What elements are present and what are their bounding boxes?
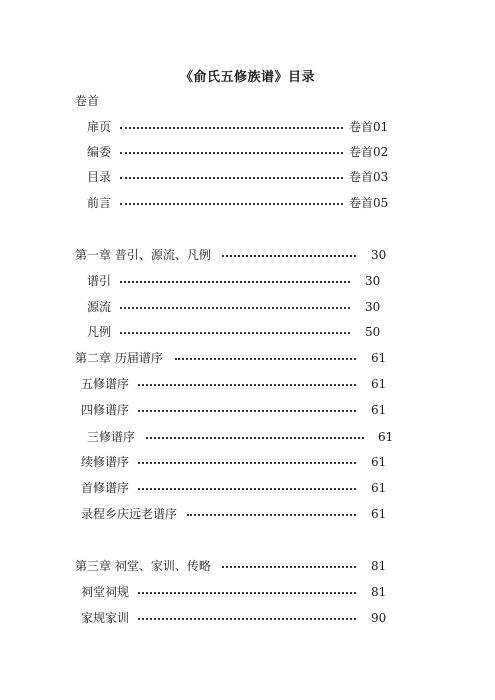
toc-entry-label: 第一章 普引、源流、凡例: [75, 248, 211, 262]
toc-entry[interactable]: [0, 505, 495, 523]
toc-entry-label: 三修谱序: [87, 430, 136, 444]
toc-entry[interactable]: [0, 609, 495, 627]
toc-entry-page: 61: [371, 403, 387, 417]
toc-entry[interactable]: [0, 557, 495, 575]
toc-entry-page: 61: [371, 481, 387, 495]
document-title: 《俞氏五修族谱》目录: [179, 70, 315, 85]
dot-leader: [175, 358, 356, 360]
dot-leader: [120, 177, 343, 179]
section-heading: 卷首: [75, 94, 100, 108]
dot-leader: [138, 488, 356, 490]
toc-entry-page: 61: [378, 430, 394, 444]
toc-entry-label: 录程乡庆远老谱序: [81, 507, 178, 521]
toc-entry[interactable]: [0, 349, 495, 367]
dot-leader: [222, 255, 356, 257]
toc-entry-page: 卷首03: [349, 170, 389, 184]
toc-entry-label: 第三章 祠堂、家训、传略: [75, 559, 211, 573]
toc-entry-label: 编委: [87, 145, 112, 159]
toc-entry-label: 首修谱序: [81, 481, 130, 495]
toc-entry[interactable]: [0, 168, 495, 186]
dot-leader: [138, 384, 356, 386]
toc-entry-page: 61: [371, 455, 387, 469]
dot-leader: [120, 281, 350, 283]
toc-entry[interactable]: [0, 428, 495, 446]
toc-entry-label: 四修谱序: [81, 403, 130, 417]
toc-entry[interactable]: [0, 298, 495, 316]
toc-entry[interactable]: [0, 401, 495, 419]
dot-leader: [146, 437, 364, 439]
dot-leader: [120, 332, 350, 334]
toc-entry[interactable]: [0, 479, 495, 497]
toc-entry-page: 30: [371, 248, 387, 262]
dot-leader: [120, 152, 343, 154]
dot-leader: [222, 566, 356, 568]
toc-entry[interactable]: [0, 118, 495, 136]
toc-entry-page: 61: [371, 507, 387, 521]
toc-entry[interactable]: [0, 143, 495, 161]
toc-entry-page: 61: [371, 351, 387, 365]
toc-entry[interactable]: [0, 583, 495, 601]
toc-entry[interactable]: [0, 453, 495, 471]
toc-entry[interactable]: [0, 375, 495, 393]
toc-entry-label: 凡例: [87, 325, 112, 339]
dot-leader: [120, 203, 343, 205]
toc-entry[interactable]: [0, 194, 495, 212]
dot-leader: [120, 307, 350, 309]
toc-entry-label: 扉页: [87, 120, 112, 134]
dot-leader: [138, 618, 356, 620]
dot-leader: [138, 410, 356, 412]
toc-entry-page: 30: [365, 274, 381, 288]
toc-entry-label: 祠堂祠规: [81, 585, 130, 599]
toc-entry-label: 续修谱序: [81, 455, 130, 469]
toc-entry-label: 家规家训: [81, 611, 130, 625]
dot-leader: [138, 462, 356, 464]
toc-entry-label: 五修谱序: [81, 377, 130, 391]
toc-entry-label: 源流: [87, 300, 112, 314]
toc-entry-label: 前言: [87, 196, 112, 210]
toc-entry-page: 81: [371, 585, 387, 599]
toc-entry-page: 90: [371, 611, 387, 625]
toc-entry-label: 第二章 历届谱序: [75, 351, 163, 365]
dot-leader: [138, 592, 356, 594]
toc-entry-page: 81: [371, 559, 387, 573]
dot-leader: [187, 514, 356, 516]
toc-entry-page: 卷首01: [349, 120, 389, 134]
toc-entry-page: 50: [365, 325, 381, 339]
dot-leader: [120, 127, 343, 129]
toc-entry-page: 卷首02: [349, 145, 389, 159]
toc-entry-page: 61: [371, 377, 387, 391]
toc-entry[interactable]: [0, 272, 495, 290]
toc-entry-page: 卷首05: [349, 196, 389, 210]
toc-entry[interactable]: [0, 323, 495, 341]
toc-entry-page: 30: [365, 300, 381, 314]
toc-entry-label: 目录: [87, 170, 112, 184]
toc-entry[interactable]: [0, 246, 495, 264]
toc-entry-label: 谱引: [87, 274, 112, 288]
